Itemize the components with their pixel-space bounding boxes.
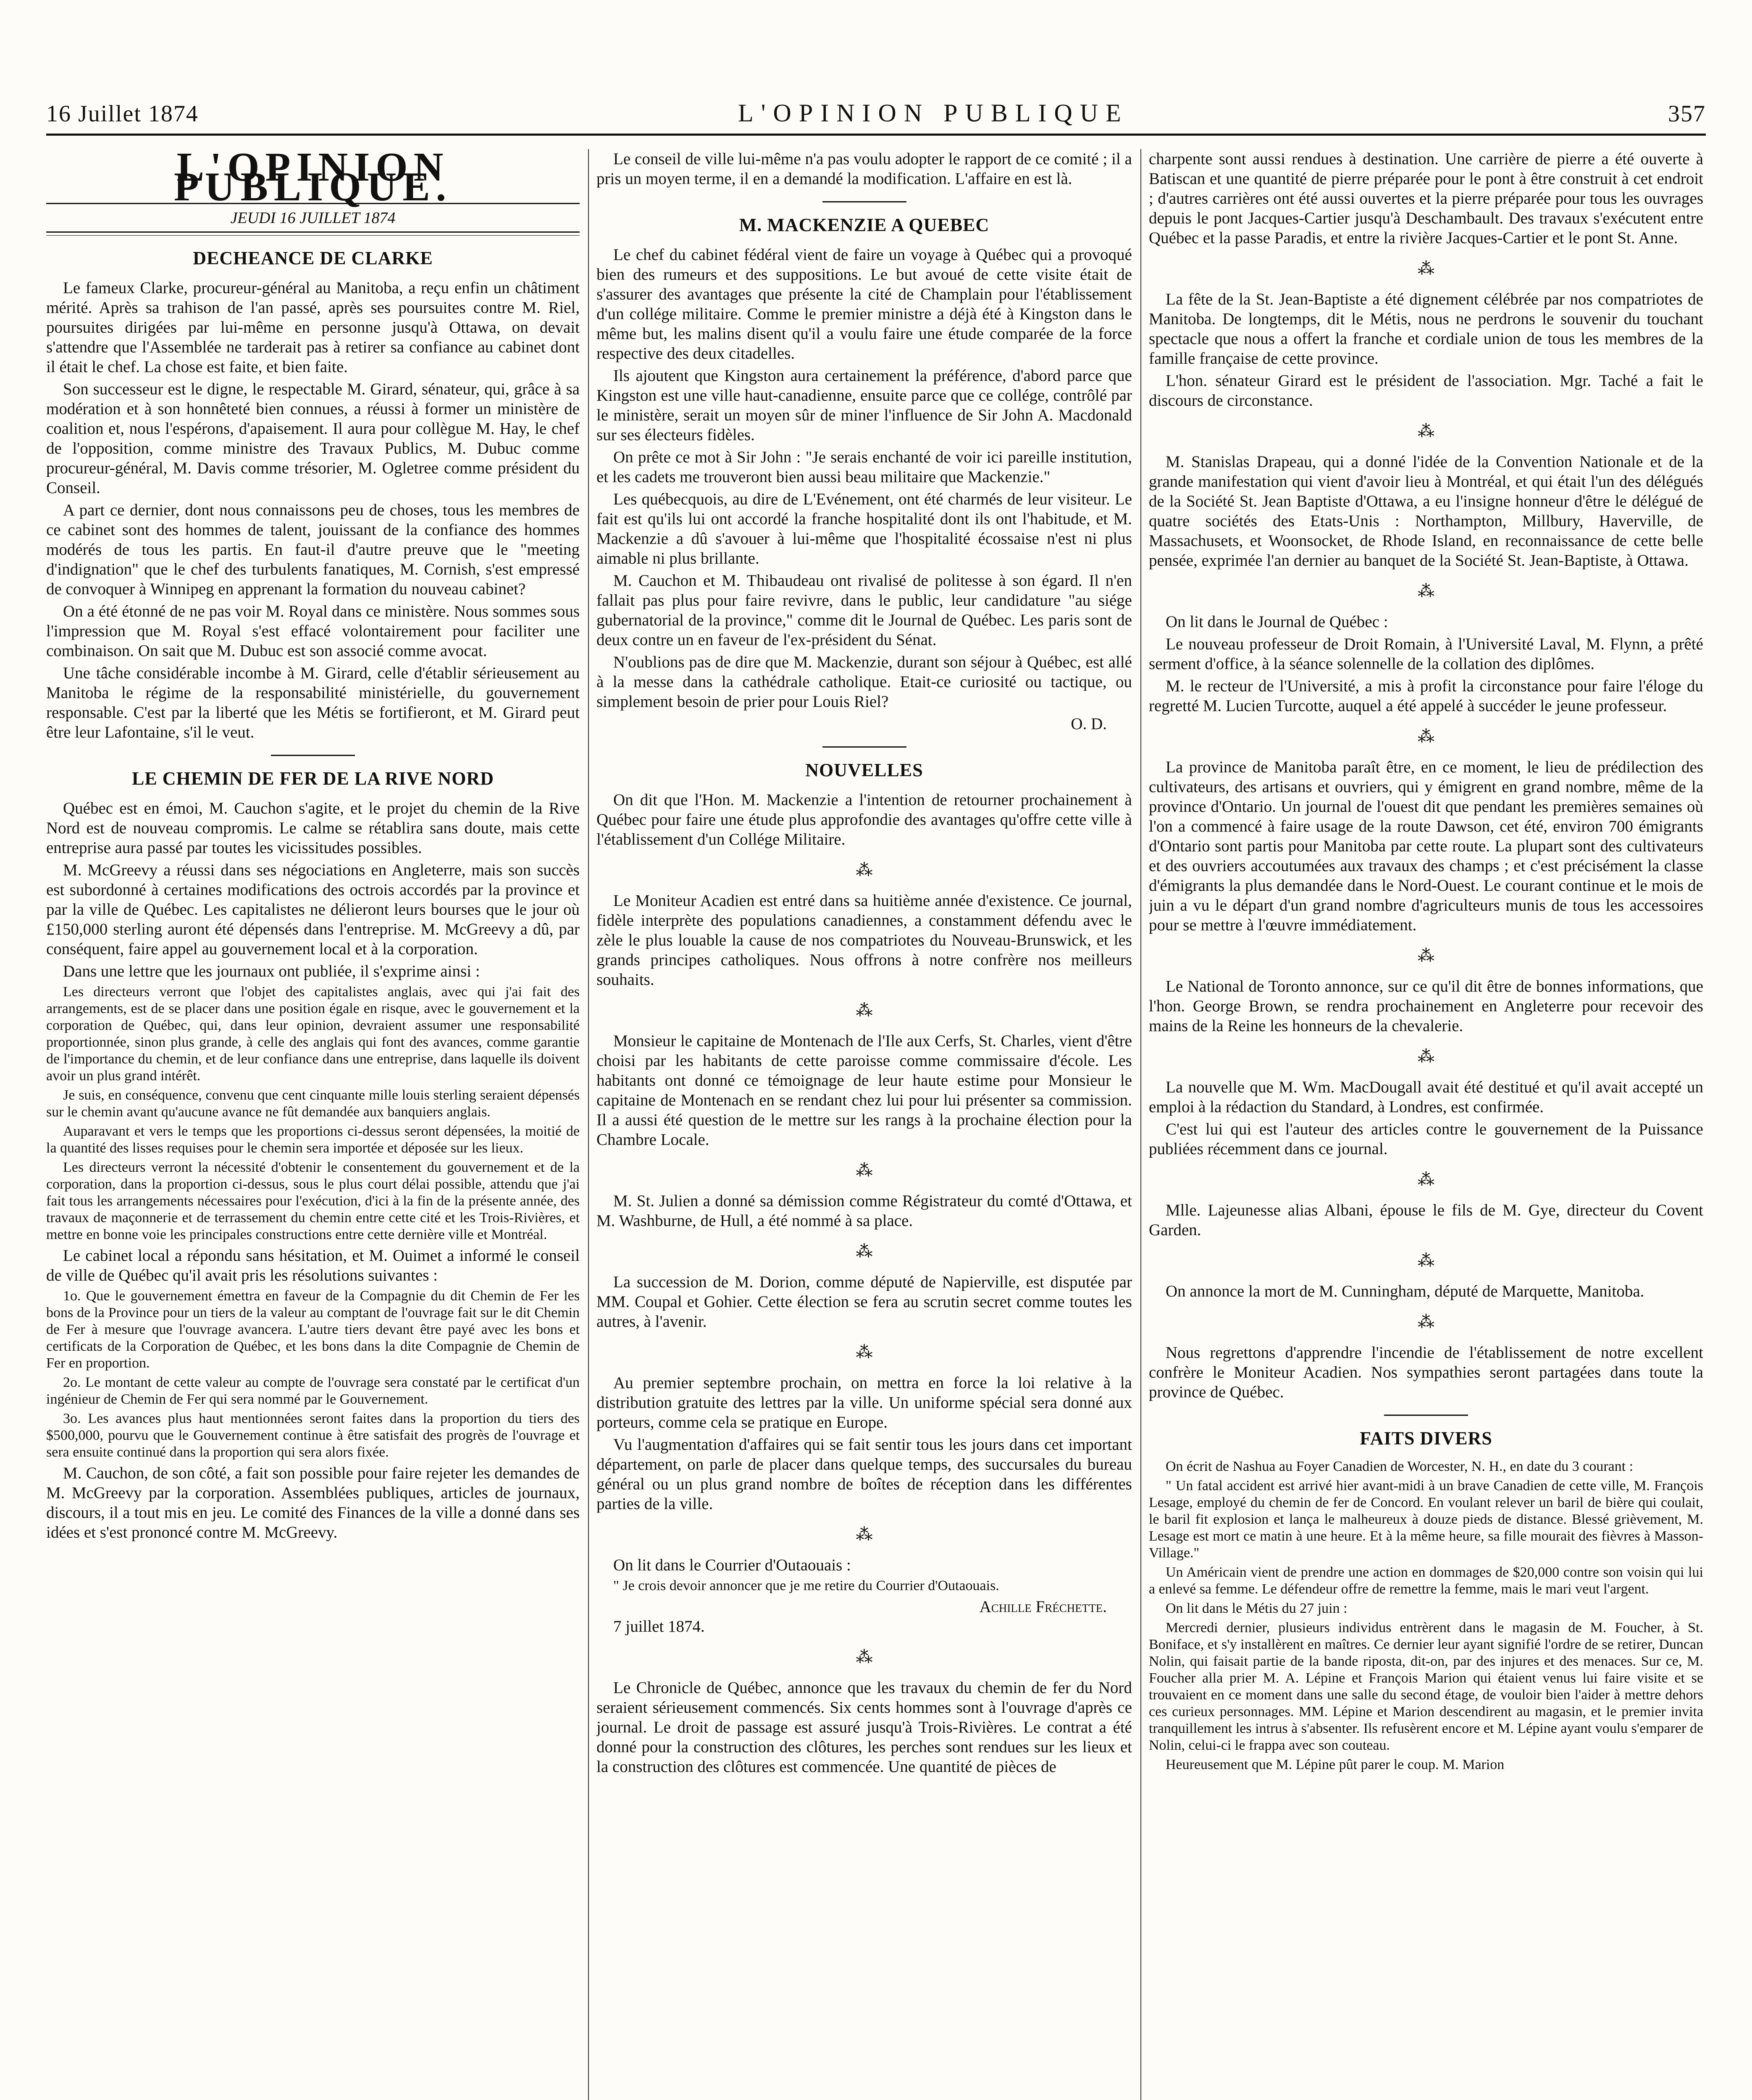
headline-faits-divers: FAITS DIVERS — [1360, 1428, 1492, 1449]
paragraph: On a été étonné de ne pas voir M. Royal dans ce ministère. Nous sommes sous l'impression que M. Royal s'est effacé volontairement pour faciliter une combinaison. On sait que M. Dubuc est son associé comme avocat. — [46, 602, 580, 660]
headline-mackenzie: M. MACKENZIE A QUEBEC — [739, 215, 990, 235]
paragraph: Dans une lettre que les journaux ont publiée, il s'exprime ainsi : — [63, 962, 480, 980]
news-item: On lit dans le Métis du 27 juin : — [1166, 1601, 1347, 1616]
news-item: Le Chronicle de Québec, annonce que les travaux du chemin de fer du Nord seraient sérieusement commencés. Six cents hommes sont à l'ouvrage d'après ce journal. Le droit de passage est assuré jusqu'à Trois-Rivières. Le contrat a été donné pour la construction des clôtures, les perches sont rendues sur les lieux et la construction des clôtures est commencée. Une quantité de pièces de — [596, 1679, 1132, 1776]
news-item: M. le recteur de l'Université, a mis à profit la circonstance pour faire l'éloge du regretté M. Lucien Turcotte, auquel a été appelé à succéder le jeune professeur. — [1149, 677, 1703, 715]
asterism-separator: ⁂ — [856, 1001, 873, 1020]
header-page-number: 357 — [1668, 101, 1706, 127]
resolution-item: 1o. Que le gouvernement émettra en faveur de la Compagnie du dit Chemin de Fer les bons de la Province pour un tiers de la valeur au comptant de l'ouvrage fait sur le dit Chemin de Fer à mesure que l'ouvrage avancera. L'autre tiers devant être payé avec les bons et certificats de la Corporation de Québec, et les bons dans la dite Compagnie de Chemin de Fer en proportion. — [46, 1288, 580, 1371]
asterism-separator: ⁂ — [1418, 422, 1434, 441]
news-item: Au premier septembre prochain, on mettra en force la loi relative à la distribution gratuite des lettres par la ville. Un uniforme spécial sera donné aux porteurs, comme cela se pratique en Europe. — [596, 1374, 1132, 1431]
masthead: L'OPINION PUBLIQUE. — [46, 149, 580, 204]
news-item: charpente sont aussi rendues à destination. Une carrière de pierre a été ouverte à Batiscan et une quantité de pierre préparée pour le pont à être construit à cet endroit ; d'autres carrières ont été aussi ouvertes et la pierre préparée pour tous les ouvrages depuis le pont Jacques-Cartier jusqu'à Deschambault. Des travaux s'exécutent entre Québec et la passe Paradis, et entre la rivière Jacques-Cartier et le pont St. Anne. — [1149, 150, 1703, 247]
asterism-separator: ⁂ — [856, 1525, 873, 1544]
paragraph: Une tâche considérable incombe à M. Girard, celle d'établir sérieusement au Manitoba le régime de la responsabilité ministérielle, du gouvernement responsable. C'est par la liberté que les Métis se fortifieront, et M. Girard peut être leur Lafontaine, s'il le veut. — [46, 664, 580, 741]
headline-chemin: LE CHEMIN DE FER DE LA RIVE NORD — [132, 768, 494, 789]
column-3 — [1149, 149, 1703, 2100]
section-rule — [822, 746, 906, 748]
quote-signature: Achille Fréchette. — [979, 1598, 1107, 1616]
asterism-separator: ⁂ — [1418, 946, 1434, 965]
headline-clarke: DECHEANCE DE CLARKE — [193, 248, 433, 268]
author-signature: O. D. — [1071, 715, 1107, 733]
asterism-separator: ⁂ — [1418, 1047, 1434, 1066]
news-item: On annonce la mort de M. Cunningham, député de Marquette, Manitoba. — [1166, 1282, 1644, 1300]
asterism-separator: ⁂ — [1418, 1251, 1434, 1270]
asterism-separator: ⁂ — [1418, 259, 1434, 278]
paragraph: Le conseil de ville lui-même n'a pas voulu adopter le rapport de ce comité ; il a pris un moyen terme, il en a demandé la modification. L'affaire en est là. — [596, 150, 1132, 188]
paragraph: Le cabinet local a répondu sans hésitation, et M. Ouimet a informé le conseil de ville de Québec qu'il avait pris les résolutions suivantes : — [46, 1247, 580, 1284]
paragraph: Ils ajoutent que Kingston aura certainement la préférence, d'abord parce que Kingston est une ville haut-canadienne, ensuite parce que ce collége, contrôlé par le ministère, serait un moyen sûr de miner l'influence de Sir John A. Macdonald sur ses électeurs fidèles. — [596, 367, 1132, 444]
paragraph: Québec est en émoi, M. Cauchon s'agite, et le projet du chemin de la Rive Nord est de nouveau compromis. Le calme se rétablira sans doute, mais cette entreprise aura passé par toutes les vicissitudes possibles. — [46, 799, 580, 857]
news-item: On lit dans le Courrier d'Outaouais : — [613, 1556, 851, 1574]
paragraph: Le chef du cabinet fédéral vient de faire un voyage à Québec qui a provoqué bien des rumeurs et des suppositions. Le but avoué de cette visite était de s'assurer des avantages que présente la cité de Champlain pour l'établissement d'un collége militaire. Comme le premier ministre a déjà été à Kingston dans le même but, les malins disent qu'il a voulu faire une étude comparée de la force respective des deux citadelles. — [596, 246, 1132, 362]
news-item: Nous regrettons d'apprendre l'incendie de l'établissement de notre excellent confrère le Moniteur Acadien. Nos sympathies seront partagées dans toute la province de Québec. — [1149, 1344, 1703, 1401]
header-rule — [46, 134, 1706, 136]
column-divider — [588, 149, 589, 2100]
resolution-item: 2o. Le montant de cette valeur au compte de l'ouvrage sera constaté par le certificat d'un ingénieur de Chemin de Fer qui sera nommé par le Gouvernement. — [46, 1375, 580, 1407]
column-2 — [596, 149, 1132, 2100]
paragraph: Le fameux Clarke, procureur-général au Manitoba, a reçu enfin un châtiment mérité. Après sa trahison de l'an passé, après ses poursuites contre M. Riel, poursuites dirigées par lui-même en personne jusqu'à Ottawa, on devait s'attendre que l'Assemblée ne tarderait pas à retirer sa confiance au cabinet dont il était le chef. La chose est faite, et bien faite. — [46, 279, 580, 376]
paragraph: M. McGreevy a réussi dans ses négociations en Angleterre, mais son succès est subordonné à certaines modifications des octrois accordés par la province et par la ville de Québec. Les capitalistes ne délieront leurs bourses que le jour où £150,000 sterling auront été dépensés dans l'entreprise. M. McGreevy a dû, par conséquent, faire appel au gouvernement local et à la corporation. — [46, 861, 580, 958]
asterism-separator: ⁂ — [1418, 727, 1434, 746]
quoted-letter-paragraph: Les directeurs verront la nécessité d'obtenir le consentement du gouvernement et de la corporation, dans la proportion ci-dessus, sous le plus court délai possible, attendu que j'ai fait tous les arrangements nécessaires pour l'exécution, d'ici à la fin de la présente année, des travaux de maçonnerie et de terrassement du chemin entre cette cité et les Trois-Rivières, et mettre en bonne voie les principales constructions entre cette dernière ville et Montréal. — [46, 1160, 580, 1242]
header-date: 16 Juillet 1874 — [46, 101, 199, 127]
news-item: Monsieur le capitaine de Montenach de l'Ile aux Cerfs, St. Charles, vient d'être choisi par les habitants de cette paroisse comme commissaire d'école. Les habitants ont donné ce témoignage de leur haute estime pour Monsieur le capitaine de Montenach en se rendant chez lui pour lui présenter sa commission. Il a aussi été question de le mettre sur les rangs à la prochaine élection pour la Chambre Locale. — [596, 1032, 1132, 1149]
news-item: La succession de M. Dorion, comme député de Napierville, est disputée par MM. Coupal et Gohier. Cette élection se fera au scrutin secret comme toutes les autres, à l'avenir. — [596, 1273, 1132, 1331]
double-rule — [46, 231, 580, 236]
news-item: Heureusement que M. Lépine pût parer le coup. M. Marion — [1166, 1757, 1505, 1772]
news-item: La fête de la St. Jean-Baptiste a été dignement célébrée par nos compatriotes de Manitoba. De longtemps, dit le Métis, nous ne perdrons le souvenir du touchant spectacle que nous a offert la franche et cordiale union de tous les membres de la famille française de cette province. — [1149, 290, 1703, 368]
quote: " Je crois devoir annoncer que je me retire du Courrier d'Outaouais. — [613, 1578, 999, 1593]
paragraph: M. Cauchon, de son côté, a fait son possible pour faire rejeter les demandes de M. McGreevy par la corporation. Assemblées publiques, articles de journaux, discours, il a tout mis en jeu. Le comité des Finances de la ville a donné dans ses idées et s'est prononcé contre M. McGreevy. — [46, 1464, 580, 1541]
news-item: M. Stanislas Drapeau, qui a donné l'idée de la Convention Nationale et de la grande manifestation qui vient d'avoir lieu à Montréal, et qui était l'un des délégués de la Société St. Jean Baptiste d'Ottawa, a eu l'insigne honneur d'être le délégué de quatre sociétés des Etats-Unis : Northampton, Millbury, Haverville, de Massachusets, et Woonsocket, de Rhode Island, en reconnaissance de cette belle pensée, exprimée l'an dernier au banquet de la Société St. Jean-Baptiste, à Ottawa. — [1149, 453, 1703, 570]
header-title: L'OPINION PUBLIQUE — [738, 99, 1129, 127]
paragraph: A part ce dernier, dont nous connaissons peu de choses, tous les membres de ce cabinet sont des hommes de talent, jouissant de la confiance des hommes modérés de tous les partis. En faut-il d'autre preuve que le "meeting d'indignation" que le chef des turbulents fanatiques, M. Cornish, s'est empressé de convoquer à Winnipeg en apprenant la formation du nouveau cabinet? — [46, 501, 580, 598]
section-rule — [822, 201, 906, 202]
quoted-letter-paragraph: Auparavant et vers le temps que les proportions ci-dessus seront dépensées, la moitié de la quantité des lisses requises pour le chemin sera importée et déposée sur les lieux. — [46, 1124, 580, 1156]
news-item: Mercredi dernier, plusieurs individus entrèrent dans le magasin de M. Foucher, à St. Boniface, et s'y installèrent en maîtres. Ce dernier leur ayant signifié l'ordre de se retirer, Duncan Nolin, qui faisait partie de la bande riposta, dit-on, par des injures et des menaces. Sur ce, M. Foucher alla prier M. A. Lépine et François Marion qui étaient venus lui faire visite et se trouvaient en ce moment dans une salle du second étage, de vouloir bien l'aider à mettre dehors ces curieux personnages. MM. Lépine et Marion descendirent au magasin, et le premier invita tranquillement les intrus à s'absenter. Ils refusèrent encore et M. Lépine ayant voulu s'emparer de Nolin, celui-ci le frappa avec son couteau. — [1149, 1620, 1703, 1753]
asterism-separator: ⁂ — [856, 1161, 873, 1180]
quote-date: 7 juillet 1874. — [613, 1617, 705, 1635]
paragraph: Son successeur est le digne, le respectable M. Girard, sénateur, qui, grâce à sa modération et à son honnêteté bien connues, a réussi à former un ministère de coalition et, nous l'espérons, d'apaisement. Il aura pour collègue M. Hay, le chef de l'opposition, comme ministre des Travaux Publics, M. Dubuc comme procureur-général, M. Davis comme trésorier, M. Ogletree comme président du Conseil. — [46, 380, 580, 497]
news-item: La province de Manitoba paraît être, en ce moment, le lieu de prédilection des cultivateurs, des artisans et ouvriers, qui y émigrent en grand nombre, même de la province d'Ontario. Un journal de l'ouest dit que pendant les premières semaines où l'on a commencé à faire usage de la route Dawson, cet été, environ 700 émigrants d'Ontario sont partis pour Manitoba par cette route. La plupart sont des cultivateurs et des ouvriers accoutumées aux travaux des champs ; et c'est précisément la classe d'émigrants la plus demandée dans le Nord-Ouest. Le courant continue et le mois de juin a vu le départ d'un grand nombre d'agriculteurs munis de tous les accessoires pour se mettre à l'œuvre immédiatement. — [1149, 758, 1703, 934]
quoted-letter-paragraph: Je suis, en conséquence, convenu que cent cinquante mille louis sterling seraient dépensés sur le chemin avant qu'aucune avance ne fût demandée aux banquiers anglais. — [46, 1087, 580, 1120]
news-item: On écrit de Nashua au Foyer Canadien de Worcester, N. H., en date du 3 courant : — [1166, 1459, 1634, 1474]
paragraph: Les québecquois, au dire de L'Evénement, ont été charmés de leur visiteur. Le fait est qu'ils lui ont accordé la franche hospitalité dont ils ont l'habitude, et M. Mackenzie a dû s'avouer à lui-même que l'hospitalité écossaise n'est ni plus aimable ni plus brillante. — [596, 490, 1132, 567]
paragraph: M. Cauchon et M. Thibaudeau ont rivalisé de politesse à son égard. Il n'en fallait pas plus pour faire revivre, dans le public, leur candidature "au siége gubernatorial de la province," comme dit le Journal de Québec. Les paris sont de deux contre un en faveur de l'ex-président du Sénat. — [596, 572, 1132, 649]
asterism-separator: ⁂ — [1418, 1170, 1434, 1189]
news-item: Un Américain vient de prendre une action en dommages de $20,000 contre son voisin qui lui a enlevé sa femme. Le défendeur offre de remettre la femme, mais le mari veut l'argent. — [1149, 1564, 1703, 1597]
headline-nouvelles: NOUVELLES — [805, 760, 923, 780]
section-rule — [271, 755, 355, 756]
news-item: La nouvelle que M. Wm. MacDougall avait été destitué et qu'il avait accepté un emploi à la rédaction du Standard, à Londres, est confirmée. — [1149, 1078, 1703, 1116]
news-item: M. St. Julien a donné sa démission comme Régistrateur du comté d'Ottawa, et M. Washburne, de Hull, a été nommé à sa place. — [596, 1192, 1132, 1230]
running-header — [46, 99, 1706, 128]
news-item: On lit dans le Journal de Québec : — [1166, 613, 1388, 631]
column-1 — [46, 149, 580, 2100]
quote: " Un fatal accident est arrivé hier avant-midi à un brave Canadien de cette ville, M. François Lesage, employé du chemin de fer de Concord. En voulant relever un baril de bière qui coulait, le baril fit explosion et lança le malheureux à douze pieds de distance. Blessé grièvement, M. Lesage est mort ce matin à une heure. Et à la même heure, sa fille mourait des fièvres à Masson-Village." — [1149, 1478, 1703, 1561]
news-item: L'hon. sénateur Girard est le président de l'association. Mgr. Taché a fait le discours de circonstance. — [1149, 372, 1703, 410]
news-item: Le Moniteur Acadien est entré dans sa huitième année d'existence. Ce journal, fidèle interprète des populations canadiennes, a constamment défendu avec le zèle le plus louable la cause de nos compatriotes du Nouveau-Brunswick, et les grands principes catholiques. Nous offrons à notre confrère nos meilleurs souhaits. — [596, 892, 1132, 989]
asterism-separator: ⁂ — [856, 861, 873, 879]
column-divider — [1140, 149, 1141, 2100]
news-item: Vu l'augmentation d'affaires qui se fait sentir tous les jours dans cet important département, on parle de placer dans quelque temps, des succursales du bureau général ou un plus grand nombre de boîtes de réception dans les différentes parties de la ville. — [596, 1436, 1132, 1513]
asterism-separator: ⁂ — [856, 1343, 873, 1362]
asterism-separator: ⁂ — [856, 1648, 873, 1667]
news-item: Le nouveau professeur de Droit Romain, à l'Université Laval, M. Flynn, a prêté serment d'office, à la séance solennelle de la collation des diplômes. — [1149, 635, 1703, 673]
news-item: Mlle. Lajeunesse alias Albani, épouse le fils de M. Gye, directeur du Covent Garden. — [1149, 1201, 1703, 1239]
resolution-item: 3o. Les avances plus haut mentionnées seront faites dans la proportion du tiers des $500,000, pourvu que le Gouvernement continue à être satisfait des progrès de l'ouvrage et sera ensuite continué dans la proportion qui sera alors fixée. — [46, 1411, 580, 1460]
asterism-separator: ⁂ — [1418, 582, 1434, 601]
news-item: Le National de Toronto annonce, sur ce qu'il dit être de bonnes informations, que l'hon. George Brown, se rendra prochainement en Angleterre pour recevoir des mains de la Reine les honneurs de la chevalerie. — [1149, 977, 1703, 1035]
news-item: C'est lui qui est l'auteur des articles contre le gouvernement de la Puissance publiées récemment dans ce journal. — [1149, 1120, 1703, 1158]
issue-dateline: JEUDI 16 JUILLET 1874 — [230, 209, 396, 227]
quoted-letter-paragraph: Les directeurs verront que l'objet des capitalistes anglais, avec qui j'ai fait des arrangements, est de se placer dans une position égale en risque, avec le gouvernement et la corporation de Québec, qui, dans leur opinion, devraient assumer une responsabilité proportionnée, sinon plus grande, à celle des anglais qui font des avances, comme garantie de l'importance du chemin, et de leur confiance dans une entreprise, dans laquelle ils doivent avoir un plus grand intérêt. — [46, 984, 580, 1084]
paragraph: On prête ce mot à Sir John : "Je serais enchanté de voir ici pareille institution, et les cadets me trouveront bien aussi beau militaire que Mackenzie." — [596, 448, 1132, 486]
asterism-separator: ⁂ — [856, 1242, 873, 1261]
paragraph: N'oublions pas de dire que M. Mackenzie, durant son séjour à Québec, est allé à la messe dans la cathédrale catholique. Etait-ce curiosité ou tactique, ou simplement besoin de prier pour Louis Riel? — [596, 653, 1132, 711]
asterism-separator: ⁂ — [1418, 1312, 1434, 1331]
news-item: On dit que l'Hon. M. Mackenzie a l'intention de retourner prochainement à Québec pour faire une étude plus approfondie des avantages qu'offre cette ville à l'établissement d'un Collége Militaire. — [596, 791, 1132, 848]
section-rule — [1384, 1415, 1468, 1416]
